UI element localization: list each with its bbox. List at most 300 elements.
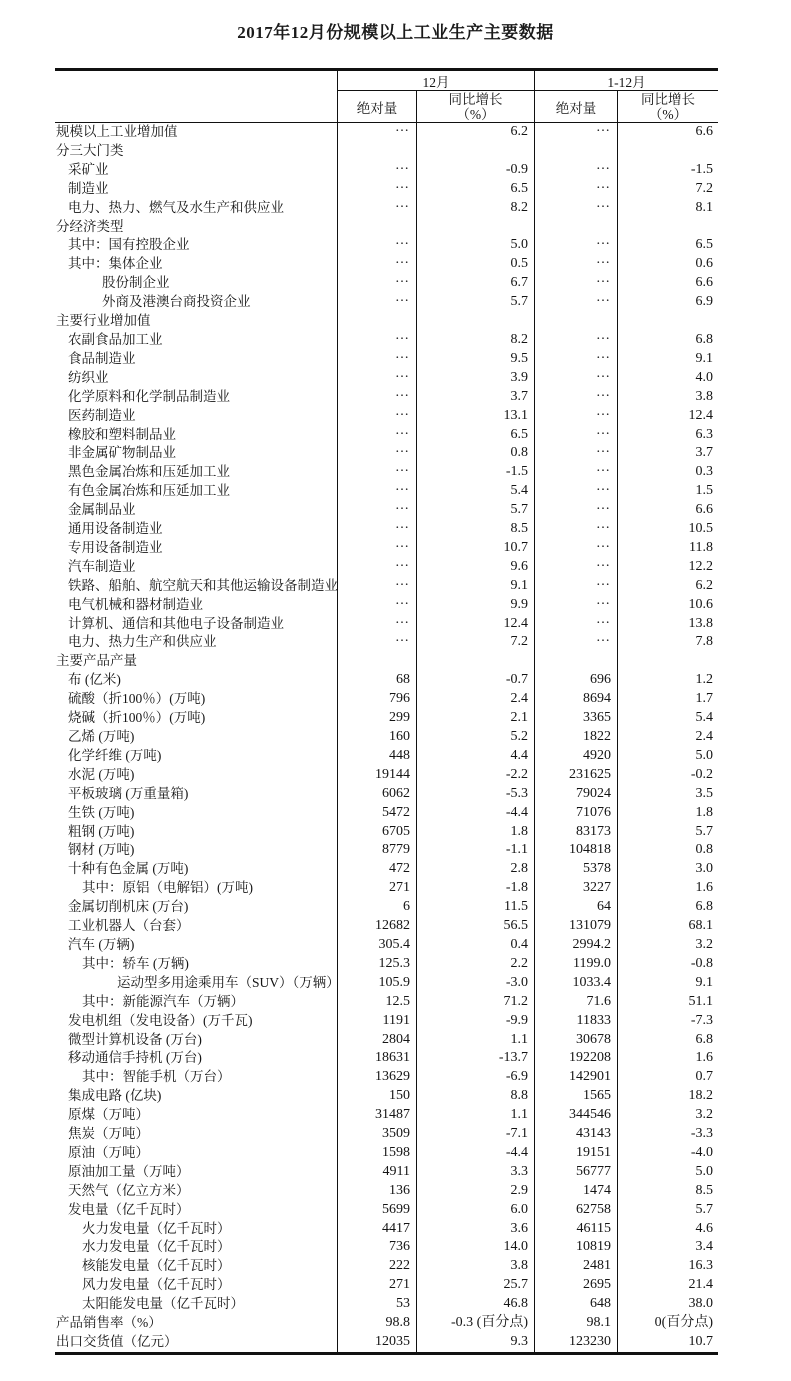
cell-value: … (596, 176, 611, 192)
cell-value: … (596, 517, 611, 533)
cell-ytd_yoy (617, 1068, 718, 1087)
cell-value: 105.9 (378, 974, 410, 990)
cell-value: 0(百分点) (654, 1315, 713, 1331)
cell-ytd_yoy (617, 369, 718, 388)
table-row (55, 1314, 718, 1333)
cell-value: 2.2 (510, 955, 528, 971)
cell-ytd_yoy (617, 293, 718, 312)
cell-value: 5.7 (510, 294, 528, 310)
cell-ytd_yoy (617, 936, 718, 955)
cell-value: 6.6 (695, 275, 713, 291)
cell-value: -0.7 (505, 672, 528, 688)
table-row (55, 592, 718, 615)
cell-value: 1.5 (695, 483, 713, 499)
cell-dec_yoy (416, 596, 534, 615)
row-label: 金属切削机床 (万台) (68, 899, 189, 915)
cell-value: 9.5 (510, 350, 528, 366)
row-label: 生铁 (万吨) (68, 804, 135, 820)
cell-value: … (395, 252, 410, 268)
cell-value: -1.8 (505, 880, 528, 896)
table-row (55, 974, 718, 993)
cell-dec_abs (337, 630, 416, 652)
cell-value: 2.1 (510, 710, 528, 726)
cell-dec_abs (337, 1068, 416, 1087)
table-row (55, 611, 718, 634)
cell-value: 222 (389, 1258, 410, 1274)
cell-value: 4.6 (695, 1220, 713, 1236)
cell-ytd_abs (534, 955, 617, 974)
cell-ytd_abs (534, 1201, 617, 1220)
row-label: 原油加工量（万吨） (68, 1163, 190, 1179)
header-yoy-growth-dec (416, 91, 534, 122)
table-row (55, 1012, 718, 1031)
cell-value: 6.8 (695, 1031, 713, 1047)
table-row (55, 630, 718, 652)
table-row (55, 1257, 718, 1276)
table-row (55, 1295, 718, 1314)
cell-dec_yoy (416, 520, 534, 539)
cell-ytd_abs (534, 728, 617, 747)
cell-dec_abs (337, 728, 416, 747)
cell-dec_yoy (416, 747, 534, 766)
cell-value: 7.8 (695, 634, 713, 650)
table-row (55, 1031, 718, 1050)
cell-value: 62758 (576, 1201, 611, 1217)
cell-dec_abs (337, 993, 416, 1012)
cell-value: 10.5 (688, 521, 713, 537)
cell-ytd_yoy (617, 426, 718, 445)
cell-value: 64 (597, 899, 611, 915)
cell-value: 68.1 (688, 918, 713, 934)
cell-value: 5699 (382, 1201, 410, 1217)
cell-ytd_abs (534, 785, 617, 804)
cell-value: 3.2 (695, 936, 713, 952)
row-label: 风力发电量（亿千瓦时） (82, 1277, 231, 1293)
cell-value: 1474 (583, 1182, 611, 1198)
row-label: 太阳能发电量（亿千瓦时） (82, 1296, 244, 1312)
row-label: 纺织业 (68, 369, 109, 385)
table-row (55, 841, 718, 860)
cell-value: 0.8 (510, 445, 528, 461)
table-row (55, 1087, 718, 1106)
cell-value: 21.4 (688, 1277, 713, 1293)
cell-value: 6.5 (695, 237, 713, 253)
header-yoy-growth-unit: （%） (648, 106, 688, 122)
cell-dec_abs (337, 974, 416, 993)
row-label: 产品销售率（%） (56, 1315, 162, 1331)
row-label: 其中：轿车 (万辆) (82, 955, 189, 971)
row-label: 计算机、通信和其他电子设备制造业 (68, 615, 284, 631)
table-row (55, 728, 718, 747)
row-label: 集成电路 (亿块) (68, 1088, 162, 1104)
cell-dec_yoy (416, 539, 534, 558)
cell-dec_yoy (416, 615, 534, 634)
cell-ytd_yoy (617, 917, 718, 936)
cell-dec_yoy (416, 350, 534, 369)
cell-value: 2.4 (695, 729, 713, 744)
cell-dec_yoy (416, 633, 534, 652)
cell-value: -13.7 (498, 1050, 528, 1066)
cell-value: 271 (389, 1277, 410, 1293)
row-label: 发电机组（发电设备）(万千瓦) (68, 1012, 253, 1028)
cell-ytd_yoy (617, 690, 718, 709)
cell-value: 43143 (576, 1126, 611, 1142)
cell-value: 4417 (382, 1220, 410, 1236)
cell-value: 125.3 (378, 955, 410, 971)
cell-dec_abs (337, 671, 416, 690)
cell-value: 79024 (576, 785, 611, 801)
row-label: 化学原料和化学制品制造业 (68, 388, 230, 404)
cell-dec_yoy (416, 1012, 534, 1031)
cell-value: 9.1 (695, 974, 713, 990)
cell-dec_abs (337, 1333, 416, 1352)
cell-dec_yoy (416, 917, 534, 936)
cell-ytd_yoy (617, 199, 718, 218)
cell-value: 1598 (382, 1144, 410, 1160)
row-label: 橡胶和塑料制品业 (68, 426, 176, 442)
cell-value: 696 (590, 672, 611, 688)
cell-ytd_abs (534, 1220, 617, 1239)
cell-dec_yoy (416, 199, 534, 218)
cell-value: 6.0 (510, 1201, 528, 1217)
cell-value: 1.6 (695, 1050, 713, 1066)
cell-value: -0.9 (505, 161, 528, 177)
cell-value: 0.3 (695, 464, 713, 480)
cell-ytd_yoy (617, 1031, 718, 1050)
cell-value: 5472 (382, 804, 410, 820)
cell-value: … (596, 384, 611, 400)
cell-value: 12.5 (385, 993, 410, 1009)
table-row (55, 271, 718, 293)
cell-value: 12.4 (503, 615, 528, 631)
cell-dec_abs (337, 1031, 416, 1050)
cell-dec_yoy (416, 142, 534, 161)
cell-ytd_yoy (617, 1144, 718, 1163)
cell-value: … (395, 176, 410, 192)
table-row (55, 517, 718, 539)
table-row (55, 346, 718, 369)
cell-value: … (395, 517, 410, 533)
cell-value: … (596, 157, 611, 173)
cell-value: 18.2 (688, 1088, 713, 1104)
cell-ytd_yoy (617, 274, 718, 293)
row-label: 布 (亿米) (68, 672, 121, 688)
cell-ytd_yoy (617, 539, 718, 558)
cell-value: … (596, 573, 611, 589)
cell-ytd_abs (534, 860, 617, 879)
cell-value: … (596, 592, 611, 608)
cell-ytd_yoy (617, 1163, 718, 1182)
cell-ytd_abs (534, 1049, 617, 1068)
cell-value: 11833 (576, 1012, 611, 1028)
cell-ytd_yoy (617, 180, 718, 199)
cell-value: … (596, 195, 611, 211)
cell-value: 83173 (576, 823, 611, 839)
cell-value: 9.1 (695, 350, 713, 366)
cell-value: … (596, 611, 611, 627)
cell-ytd_yoy (617, 1238, 718, 1257)
cell-value: 3.7 (510, 388, 528, 404)
cell-dec_abs (337, 1220, 416, 1239)
cell-value: 2695 (583, 1277, 611, 1293)
cell-dec_yoy (416, 1276, 534, 1295)
cell-ytd_abs (534, 290, 617, 312)
cell-value: … (395, 290, 410, 306)
cell-value: 271 (389, 880, 410, 896)
cell-ytd_yoy (617, 142, 718, 161)
cell-value: 3365 (583, 710, 611, 726)
cell-value: 305.4 (378, 936, 410, 952)
row-label: 工业机器人（台套） (68, 918, 190, 934)
cell-ytd_yoy (617, 841, 718, 860)
cell-value: -0.8 (690, 955, 713, 971)
cell-value: … (395, 460, 410, 476)
cell-value: 0.8 (695, 842, 713, 858)
row-label: 电气机械和器材制造业 (68, 596, 203, 612)
cell-value: 123230 (569, 1334, 611, 1349)
cell-value: 6.6 (695, 124, 713, 139)
cell-value: 648 (590, 1296, 611, 1312)
cell-value: 46115 (576, 1220, 611, 1236)
table-row (55, 993, 718, 1012)
cell-ytd_abs (534, 1106, 617, 1125)
table-row (55, 766, 718, 785)
header-yoy-growth-text: 同比增长 (448, 91, 503, 107)
cell-dec_abs (337, 290, 416, 312)
cell-value: … (395, 365, 410, 381)
cell-value: 1.1 (510, 1031, 528, 1047)
table-row (55, 804, 718, 823)
cell-dec_abs (337, 690, 416, 709)
cell-value: 9.9 (510, 596, 528, 612)
cell-value: … (395, 384, 410, 400)
cell-ytd_yoy (617, 633, 718, 652)
cell-value: 1199.0 (573, 955, 611, 971)
cell-value: 5.7 (510, 502, 528, 518)
cell-value: 31487 (375, 1107, 410, 1123)
row-label: 焦炭（万吨） (68, 1126, 149, 1142)
cell-value: 0.6 (695, 256, 713, 272)
cell-dec_yoy (416, 180, 534, 199)
row-label: 黑色金属冶炼和压延加工业 (68, 464, 230, 480)
table-row (55, 1182, 718, 1201)
page-title: 2017年12月份规模以上工业生产主要数据 (237, 23, 554, 42)
cell-value: … (596, 498, 611, 514)
cell-dec_yoy (416, 993, 534, 1012)
cell-value: 1.1 (510, 1107, 528, 1123)
cell-value: 4.4 (510, 747, 528, 763)
cell-value: 3.0 (695, 861, 713, 877)
cell-value: 51.1 (688, 993, 713, 1009)
cell-value: 3.8 (510, 1258, 528, 1274)
cell-value: 8.5 (510, 521, 528, 537)
table-row (55, 879, 718, 898)
cell-ytd_yoy (617, 823, 718, 842)
row-label: 股份制企业 (102, 275, 170, 291)
table-row (55, 441, 718, 463)
cell-value: 5.0 (695, 1163, 713, 1179)
cell-dec_yoy (416, 1106, 534, 1125)
cell-value: 8.8 (510, 1088, 528, 1104)
cell-dec_yoy (416, 974, 534, 993)
cell-dec_abs (337, 1125, 416, 1144)
cell-ytd_yoy (617, 804, 718, 823)
table-row (55, 823, 718, 842)
header-yoy-growth-ytd (617, 91, 718, 122)
cell-value: … (596, 233, 611, 249)
row-label: 原煤（万吨） (68, 1107, 149, 1123)
table-row (55, 1238, 718, 1257)
cell-ytd_yoy (617, 974, 718, 993)
cell-dec_yoy (416, 1125, 534, 1144)
cell-dec_yoy (416, 236, 534, 255)
cell-ytd_yoy (617, 766, 718, 785)
cell-value: … (596, 554, 611, 570)
cell-value: … (395, 120, 410, 135)
cell-value: -4.4 (505, 804, 528, 820)
cell-ytd_abs (534, 1125, 617, 1144)
cell-value: 2481 (583, 1258, 611, 1274)
cell-value: … (596, 346, 611, 362)
cell-value: 2.8 (510, 861, 528, 877)
table-row (55, 312, 718, 331)
cell-value: 10.7 (688, 1334, 713, 1349)
cell-dec_yoy (416, 1087, 534, 1106)
table-row (55, 709, 718, 728)
cell-ytd_yoy (617, 350, 718, 369)
cell-dec_abs (337, 841, 416, 860)
cell-value: … (395, 441, 410, 457)
cell-value: -7.1 (505, 1126, 528, 1142)
cell-value: 56777 (576, 1163, 611, 1179)
cell-ytd_abs (534, 630, 617, 652)
table-row (55, 290, 718, 312)
table-row (55, 479, 718, 501)
cell-value: 6.8 (695, 899, 713, 915)
cell-value: 53 (396, 1296, 410, 1312)
cell-value: 5378 (583, 861, 611, 877)
cell-dec_yoy (416, 1314, 534, 1333)
row-label: 专用设备制造业 (68, 539, 163, 555)
table-body (55, 120, 718, 1352)
cell-value: 7.2 (510, 634, 528, 650)
cell-value: … (596, 120, 611, 135)
cell-value: … (395, 271, 410, 287)
cell-dec_yoy (416, 1163, 534, 1182)
row-label: 农副食品加工业 (68, 331, 163, 347)
cell-dec_yoy (416, 501, 534, 520)
cell-value: 10819 (576, 1239, 611, 1255)
cell-ytd_yoy (617, 482, 718, 501)
cell-value: -0.3 (百分点) (451, 1315, 528, 1331)
cell-value: 4911 (382, 1163, 410, 1179)
cell-value: 10.6 (688, 596, 713, 612)
cell-value: 1191 (382, 1012, 410, 1028)
cell-value: 38.0 (688, 1296, 713, 1312)
cell-value: 6.8 (695, 331, 713, 347)
cell-dec_yoy (416, 766, 534, 785)
cell-value: 2.4 (510, 691, 528, 707)
row-label: 硫酸（折100％）(万吨) (68, 691, 206, 707)
cell-value: 160 (389, 729, 410, 744)
cell-dec_yoy (416, 955, 534, 974)
row-label: 乙烯 (万吨) (68, 729, 135, 744)
cell-ytd_yoy (617, 407, 718, 426)
cell-ytd_yoy (617, 671, 718, 690)
table-row (55, 157, 718, 180)
cell-value: 6705 (382, 823, 410, 839)
row-label: 金属制品业 (68, 502, 136, 518)
cell-dec_yoy (416, 161, 534, 180)
cell-value: 30678 (576, 1031, 611, 1047)
row-label: 食品制造业 (68, 350, 136, 366)
cell-ytd_yoy (617, 709, 718, 728)
cell-dec_abs (337, 823, 416, 842)
header-group-jan-to-dec: 1-12月 (534, 71, 718, 91)
cell-value: … (596, 460, 611, 476)
cell-value: -1.5 (505, 464, 528, 480)
row-label: 粗钢 (万吨) (68, 823, 135, 839)
cell-ytd_yoy (617, 1182, 718, 1201)
cell-dec_abs (337, 120, 416, 142)
cell-dec_yoy (416, 690, 534, 709)
cell-value: 8.2 (510, 331, 528, 347)
cell-value: … (395, 327, 410, 343)
cell-dec_abs (337, 709, 416, 728)
cell-dec_yoy (416, 407, 534, 426)
cell-ytd_yoy (617, 993, 718, 1012)
cell-dec_abs (337, 1144, 416, 1163)
cell-ytd_abs (534, 879, 617, 898)
cell-dec_yoy (416, 218, 534, 237)
cell-value: 3227 (583, 880, 611, 896)
cell-value: -0.2 (690, 766, 713, 782)
cell-value: … (395, 554, 410, 570)
cell-dec_abs (337, 1106, 416, 1125)
cell-dec_yoy (416, 936, 534, 955)
row-label: 汽车制造业 (68, 558, 136, 574)
cell-ytd_yoy (617, 728, 718, 747)
cell-dec_yoy (416, 785, 534, 804)
row-label: 汽车 (万辆) (68, 936, 135, 952)
cell-value: 18631 (375, 1050, 410, 1066)
cell-value: 3.6 (510, 1220, 528, 1236)
table-row (55, 690, 718, 709)
table-row (55, 218, 718, 237)
cell-value: 25.7 (503, 1277, 528, 1293)
cell-dec_abs (337, 1314, 416, 1333)
cell-value: … (395, 535, 410, 551)
cell-ytd_yoy (617, 161, 718, 180)
cell-value: 6.7 (510, 275, 528, 291)
cell-ytd_abs (534, 974, 617, 993)
row-label: 其中：智能手机（万台） (82, 1069, 231, 1085)
header-absolute-value-ytd: 绝对量 (534, 91, 617, 122)
cell-value: 3509 (382, 1126, 410, 1142)
cell-value: 71076 (576, 804, 611, 820)
cell-dec_yoy (416, 1182, 534, 1201)
cell-value: 3.3 (510, 1163, 528, 1179)
cell-ytd_yoy (617, 1333, 718, 1352)
cell-ytd_yoy (617, 785, 718, 804)
row-label: 制造业 (68, 180, 109, 196)
header-label-spacer (55, 71, 337, 122)
cell-ytd_abs (534, 120, 617, 142)
table-row (55, 1106, 718, 1125)
table-row (55, 1201, 718, 1220)
cell-dec_yoy (416, 860, 534, 879)
cell-dec_yoy (416, 1031, 534, 1050)
